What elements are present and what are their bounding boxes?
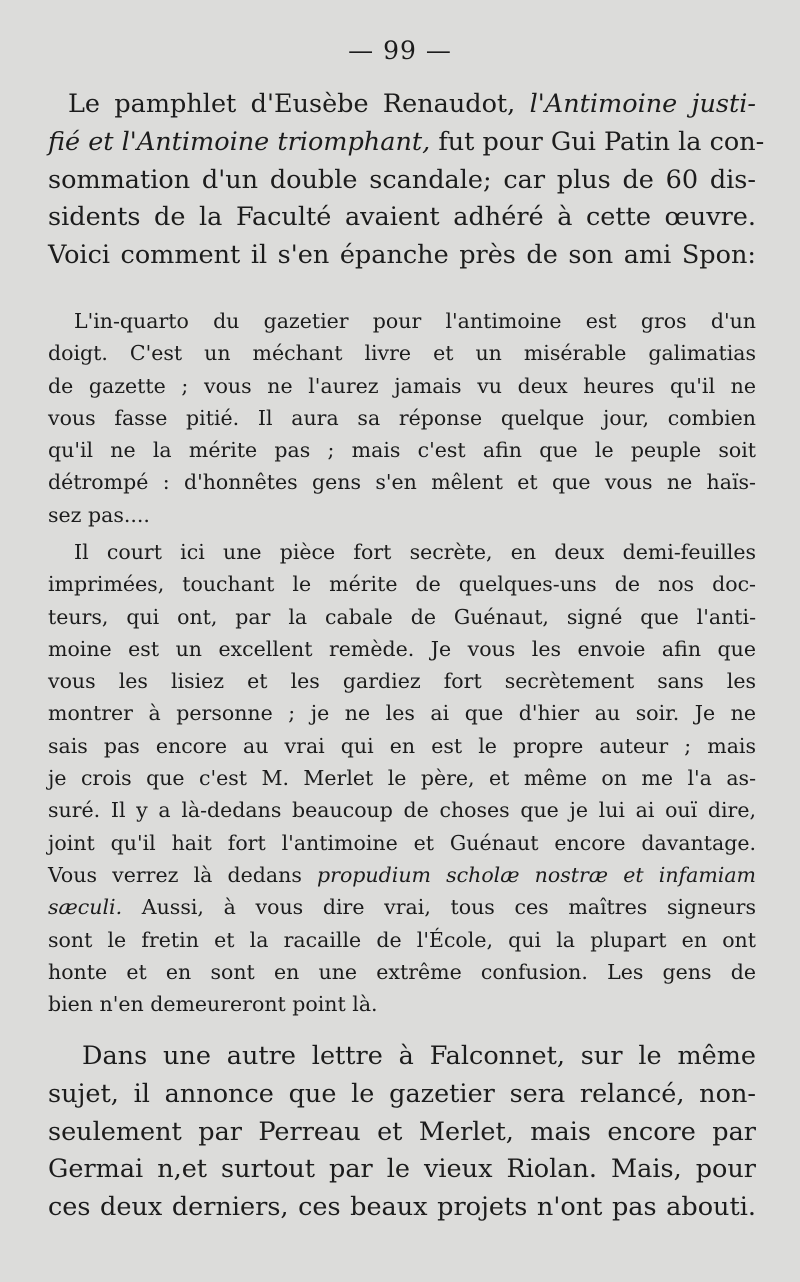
text-line: qu'il ne la mérite pas ; mais c'est afin que le peuple soit xyxy=(48,438,756,463)
quote-paragraph-1 xyxy=(48,305,756,531)
text-line: sez pas.... xyxy=(48,502,150,527)
text-line: Dans une autre lettre à Falconnet, sur le même xyxy=(82,1041,756,1071)
text-line: bien n'en demeureront point là. xyxy=(48,992,378,1017)
text-line: Germai n,et surtout par le vieux Riolan. Mais, pour xyxy=(48,1154,756,1185)
text-line: L'in-quarto du gazetier pour l'antimoine est gros d'un xyxy=(74,309,756,333)
text-line: doigt. C'est un méchant livre et un misérable galimatias xyxy=(48,341,756,366)
text-line: joint qu'il hait fort l'antimoine et Guénaut encore davantage. xyxy=(48,830,756,855)
text-line: fié et l'Antimoine triomphant, fut pour Gui Patin la con- xyxy=(48,126,765,157)
text-line: sujet, il annonce que le gazetier sera relancé, non- xyxy=(48,1078,756,1109)
text-line: vous les lisiez et les gardiez fort secrètement sans les xyxy=(48,669,756,694)
text-line: détrompé : d'honnêtes gens s'en mêlent et que vous ne haïs- xyxy=(48,470,756,495)
text-line: je crois que c'est M. Merlet le père, et même on me l'a as- xyxy=(48,766,756,791)
text-line: Vous verrez là dedans propudium scholæ nostræ et infamiam xyxy=(48,862,756,887)
text-line: vous fasse pitié. Il aura sa réponse quelque jour, combien xyxy=(48,405,756,430)
text-line: sidents de la Faculté avaient adhéré à cette œuvre. xyxy=(48,202,756,233)
text-line: de gazette ; vous ne l'aurez jamais vu deux heures qu'il ne xyxy=(48,373,756,398)
text-line: imprimées, touchant le mérite de quelques-uns de nos doc- xyxy=(48,572,756,597)
text-line: honte et en sont en une extrême confusion. Les gens de xyxy=(48,959,756,984)
text-line: montrer à personne ; je ne les ai que d'hier au soir. Je ne xyxy=(48,701,756,726)
text-line: suré. Il y a là-dedans beaucoup de choses que je lui ai ouï dire, xyxy=(48,798,756,823)
page-number: — 99 — xyxy=(348,36,452,65)
text-line: ces deux derniers, ces beaux projets n'ont pas abouti. xyxy=(48,1192,756,1223)
text-line: Voici comment il s'en épanche près de son ami Spon: xyxy=(48,240,756,271)
text-line: teurs, qui ont, par la cabale de Guénaut, signé que l'anti- xyxy=(48,604,756,629)
text-line: sais pas encore au vrai qui en est le propre auteur ; mais xyxy=(48,733,756,758)
text-line: Le pamphlet d'Eusèbe Renaudot, l'Antimoine justi- xyxy=(68,89,756,119)
text-line: Il court ici une pièce fort secrète, en deux demi-feuilles xyxy=(74,540,756,564)
quote-paragraph-2 xyxy=(48,536,756,1020)
paragraph-intro xyxy=(48,86,765,275)
text-line: seulement par Perreau et Merlet, mais encore par xyxy=(48,1116,756,1147)
text-line: moine est un excellent remède. Je vous les envoie afin que xyxy=(48,636,756,661)
text-line: sont le fretin et la racaille de l'École, qui la plupart en ont xyxy=(48,927,756,952)
paragraph-closing xyxy=(48,1038,756,1227)
text-line: sæculi. Aussi, à vous dire vrai, tous ces maîtres signeurs xyxy=(48,895,756,920)
text-line: sommation d'un double scandale; car plus de 60 dis- xyxy=(48,164,756,195)
